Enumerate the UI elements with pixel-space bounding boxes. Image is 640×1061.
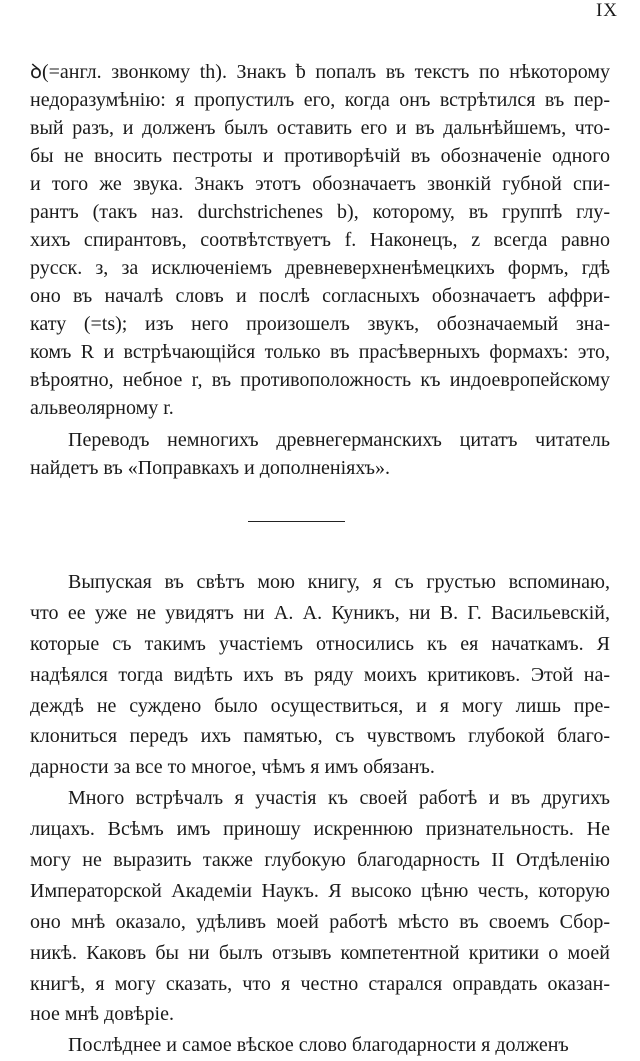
text-line: бы не вносить пестроты и противорѣчій въ обозначеніе одного	[30, 145, 610, 167]
text-line: Выпуская въ свѣтъ мою книгу, я съ грустью вспоминаю,	[68, 571, 610, 593]
text-line: книгѣ, я могу сказать, что я честно старался оправдать оказан-	[30, 972, 610, 995]
text-line: что ее уже не увидятъ ни А. А. Куникъ, ни В. Г. Васильевскій,	[30, 601, 610, 624]
text-line: Много встрѣчалъ я участія къ своей работѣ и въ другихъ	[68, 787, 610, 810]
text-line: и того же звука. Знакъ этотъ обозначаетъ звонкій губной спи-	[30, 173, 610, 195]
text-line: вый разъ, и долженъ былъ оставить его и въ дальнѣйшемъ, что-	[30, 117, 610, 139]
section-divider	[248, 521, 345, 522]
text-line: ное мнѣ довѣріе.	[30, 1003, 174, 1026]
text-line: деждѣ не суждено было осуществиться, и я могу лишь пре-	[30, 694, 610, 717]
text-line: дарности за все то многое, чѣмъ я имъ обязанъ.	[30, 756, 435, 779]
text-line: лицахъ. Всѣмъ имъ приношу искреннюю признательность. Не	[30, 818, 610, 841]
text-line: альвеолярному r.	[30, 397, 174, 419]
text-line: рантъ (такъ наз. durchstrichenes b), которому, въ группѣ глу-	[30, 201, 610, 223]
paragraph-translation-note	[30, 426, 610, 482]
text-line: Императорской Академіи Наукъ. Я высоко цѣню честь, которую	[30, 879, 610, 902]
text-line: клониться передъ ихъ памятью, съ чувствомъ глубокой благо-	[30, 725, 610, 748]
text-line: хихъ спирантовъ, соотвѣтствуетъ f. Наконецъ, z всегда равно	[30, 229, 610, 251]
text-line: ꝺ(=англ. звонкому th). Знакъ ƀ попалъ въ текстъ по нѣкоторому	[30, 61, 610, 83]
text-line: русск. з, за исключеніемъ древневерхненѣмецкихъ формъ, гдѣ	[30, 257, 610, 279]
text-line: найдетъ въ «Поправкахъ и дополненіяхъ».	[30, 457, 390, 479]
text-line: вѣроятно, небное r, въ противоположность къ индоевропейскому	[30, 369, 610, 391]
page-number: IX	[595, 0, 618, 21]
text-line: комъ R и встрѣчающійся только въ прасѣверныхъ формахъ: это,	[30, 341, 610, 363]
text-line: оно въ началѣ словъ и послѣ согласныхъ обозначаетъ аффри-	[30, 285, 610, 307]
text-line: Послѣднее и самое вѣское слово благодарности я долженъ	[68, 1034, 569, 1057]
text-line: надѣялся тогда видѣть ихъ въ ряду моихъ критиковъ. Этой на-	[30, 663, 610, 686]
text-line: которые съ такимъ участіемъ относились къ ея начаткамъ. Я	[30, 632, 610, 655]
paragraph-acknowledgements	[30, 567, 610, 1061]
text-line: кату (=ts); изъ него произошелъ звукъ, обозначаемый зна-	[30, 313, 610, 335]
text-line: оно мнѣ оказало, удѣливъ моей работѣ мѣсто въ своемъ Сбор-	[30, 910, 610, 933]
text-line: могу не выразить также глубокую благодарность II Отдѣленію	[30, 849, 610, 872]
paragraph-notation	[30, 58, 610, 422]
text-line: Переводъ немногихъ древнегерманскихъ цитатъ читатель	[68, 429, 610, 451]
text-line: недоразумѣнію: я пропустилъ его, когда онъ встрѣтился въ пер-	[30, 89, 610, 111]
text-line: никѣ. Каковъ бы ни былъ отзывъ компетентной критики о моей	[30, 941, 610, 964]
